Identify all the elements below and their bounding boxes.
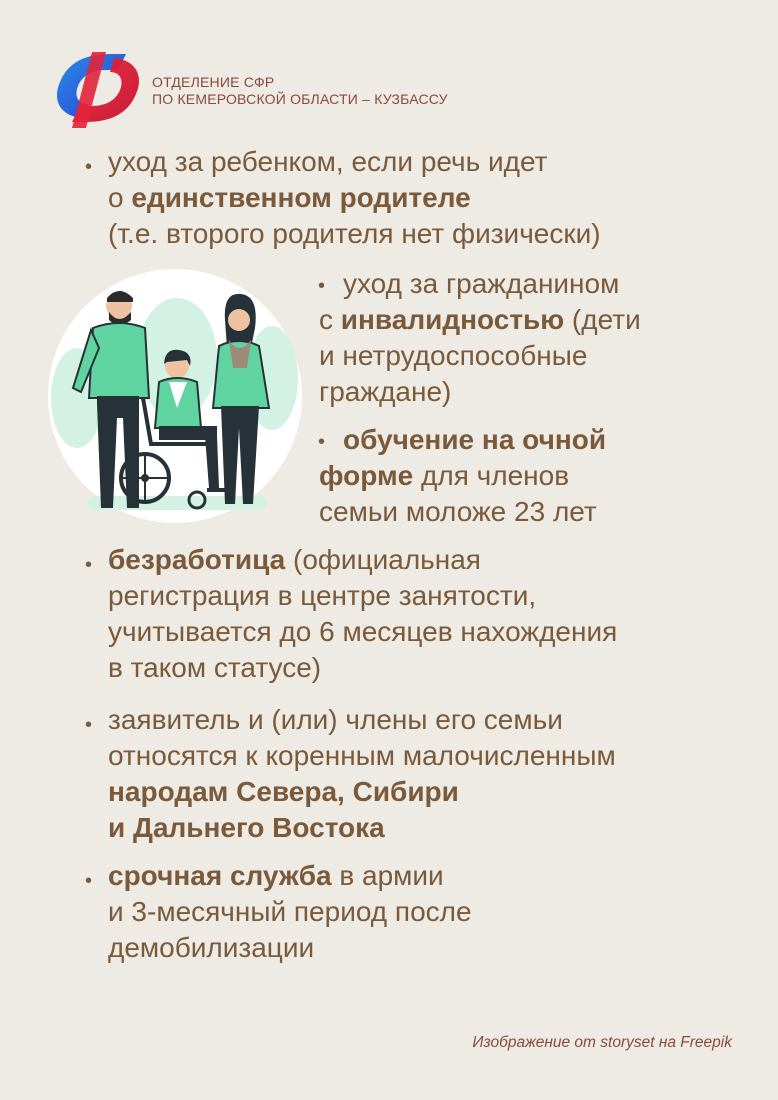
image-credit: Изображение от storyset на Freepik (472, 1034, 732, 1051)
family-with-wheelchair-illustration (47, 268, 303, 524)
item-highlight: единственном родителе (131, 182, 471, 213)
item-highlight: народам Севера, Сибири (108, 776, 459, 807)
bullet-icon: • (85, 714, 93, 736)
item-text: с (319, 304, 341, 335)
bullet-icon: • (318, 275, 326, 297)
item-text: (официальная (285, 544, 481, 575)
item-line (108, 180, 601, 216)
list-item-indigenous (108, 702, 616, 846)
bullet-icon: • (85, 156, 93, 178)
item-highlight: и Дальнего Востока (108, 812, 385, 843)
item-line: регистрация в центре занятости, (108, 580, 537, 611)
item-text: (дети (564, 304, 641, 335)
item-line: относятся к коренным малочисленным (108, 740, 616, 771)
item-line (108, 774, 616, 810)
item-text: о (108, 182, 132, 213)
org-name-line2: ПО КЕМЕРОВСКОЙ ОБЛАСТИ – КУЗБАССУ (152, 91, 448, 107)
item-line: учитывается до 6 месяцев нахождения (108, 616, 618, 647)
list-item-military (108, 858, 472, 966)
item-line: уход за гражданином (343, 268, 620, 299)
item-line: (т.е. второго родителя нет физически) (108, 218, 601, 249)
list-item-unemployment (108, 542, 617, 686)
item-line (108, 810, 616, 846)
item-highlight: форме (319, 460, 414, 491)
bullet-icon: • (85, 870, 93, 892)
item-line (319, 422, 606, 458)
item-highlight: безработица (108, 544, 286, 575)
item-line: заявитель и (или) члены его семьи (108, 704, 563, 735)
list-item-childcare (108, 144, 601, 252)
item-line (108, 542, 617, 578)
org-name (152, 74, 448, 108)
item-line: демобилизации (108, 932, 315, 963)
bullet-icon: • (318, 431, 326, 453)
item-line: в таком статусе) (108, 652, 322, 683)
item-line (108, 858, 472, 894)
item-highlight: обучение на очной (343, 424, 607, 455)
item-text: для членов (413, 460, 570, 491)
org-name-line1: ОТДЕЛЕНИЕ СФР (152, 74, 275, 90)
bullet-icon: • (85, 554, 93, 576)
item-line: семьи моложе 23 лет (319, 496, 597, 527)
header (52, 44, 512, 134)
item-line: уход за ребенком, если речь идет (108, 146, 548, 177)
item-line (319, 302, 641, 338)
item-highlight: срочная служба (108, 860, 332, 891)
item-line: граждане) (319, 376, 452, 407)
item-highlight: инвалидностью (340, 304, 565, 335)
list-item-study (319, 422, 606, 530)
item-line: и нетрудоспособные (319, 340, 588, 371)
sfr-logo-icon (52, 44, 148, 132)
item-line: и 3-месячный период после (108, 896, 472, 927)
list-item-disability (319, 266, 641, 410)
item-line (319, 458, 606, 494)
item-text: в армии (331, 860, 444, 891)
